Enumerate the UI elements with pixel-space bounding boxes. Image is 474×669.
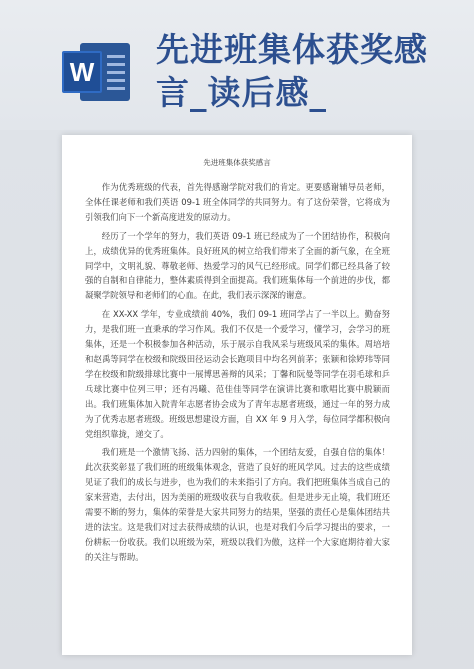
document-page: [62, 135, 412, 655]
document-body: [85, 180, 390, 565]
cover-title-line-1: 先进班集体获奖感: [156, 30, 428, 69]
paragraph: 经历了一个学年的努力，我们英语 09-1 班已经成为了一个团结协作，积极向上，成绩优异的优秀班集体。良好班风的树立给我们带来了全面的新气象，在全班同学中，文明礼貌、尊敬老师、热爱学习的风气已经形成。同学们都已经具备了较强的自制和自律能力，整体素质得到全面提高。我们班集体每一个前进的步伐，都凝聚学院领导和老师们的心血。在此，我们表示深深的谢意。: [85, 230, 390, 301]
word-logo-letter: W: [69, 57, 95, 87]
paragraph: 作为优秀班级的代表，首先得感谢学院对我们的肯定。更要感谢辅导员老师，全体任课老师和我们英语 09-1 班全体同学的共同努力。有了这份荣誉，它将成为引领我们向下一个新高度进发的原动力。: [85, 182, 390, 222]
cover-title: [156, 28, 456, 114]
word-doc-icon: [62, 39, 132, 105]
paragraph: 在 XX-XX 学年，专业成绩前 40%，我们 09-1 班同学占了一半以上。勤奋努力，是我们班一直秉承的学习作风。我们不仅是一个爱学习，懂学习，会学习的班集体，还是一个积极参加各种活动，乐于展示自我风采与班级风采的集体。周培培和赵禹等同学在校级和院级田径运动会长跑项目中均名列前茅；张颖和徐婷玮等同学在校级和院级排球比赛中一展博思善辩的风采；丁馨和阮曼等同学在羽毛球和乒乓球比赛中位列三甲；还有冯曦、范佳佳等同学在演讲比赛和歌唱比赛中脱颖而出。我们班集体加入院青年志愿者协会成为了青年志愿者班级，通过一年的努力成为了优秀志愿者班级。班级思想建设方面，自 XX 年 9 月入学，每位同学都积极向党组织靠拢，递交了。: [85, 309, 390, 439]
document-title: 先进班集体获奖感言: [203, 158, 271, 167]
paragraph: 我们班是一个激情飞扬、活力四射的集体，一个团结友爱，自强自信的集体！此次获奖彰显了我们班的班级集体观念，营造了良好的班风学风。过去的这些成绩见证了我们的成长与进步，也为我们的未来指引了方向。我们把班集体当成自己的家来营造，去付出，因为美丽的班级收获与自我收获。但是进步无止境，我们班还需要不断的努力，集体的荣誉是大家共同努力的结果，坚强的责任心是集体团结共进的法宝。这是我们对过去获得成绩的认识，也是对我们今后学习提出的要求，一份耕耘一份收获。我们以班级为荣，班级以我们为傲，这样一个大家庭期待着大家的关注与帮助。: [85, 447, 390, 562]
cover-title-line-2: 言_读后感_: [156, 73, 327, 112]
word-letter-tile: [62, 51, 102, 93]
